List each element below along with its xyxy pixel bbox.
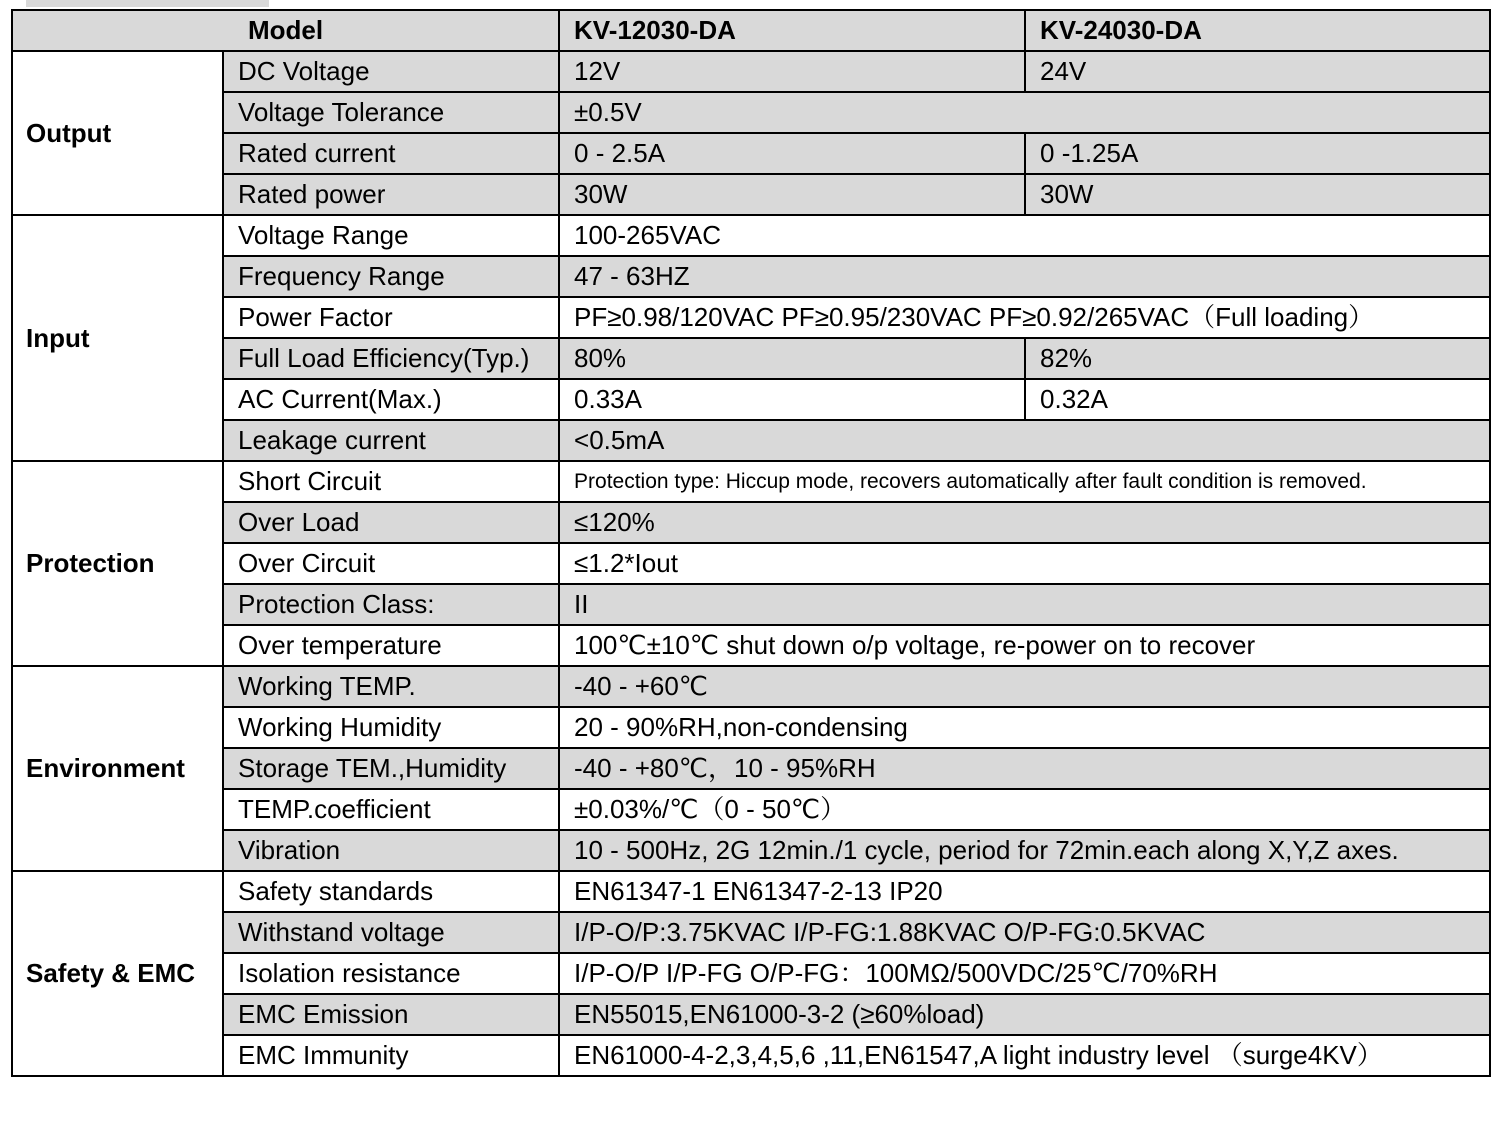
parameter-name: Power Factor — [223, 297, 559, 338]
parameter-name: Isolation resistance — [223, 953, 559, 994]
parameter-name: Full Load Efficiency(Typ.) — [223, 338, 559, 379]
parameter-value: ≤120% — [559, 502, 1490, 543]
model-b-value: 30W — [1025, 174, 1490, 215]
table-row — [12, 215, 1490, 256]
model-b-header: KV-24030-DA — [1025, 10, 1490, 51]
table-row — [12, 133, 1490, 174]
table-row — [12, 666, 1490, 707]
parameter-value: ±0.5V — [559, 92, 1490, 133]
parameter-name: Leakage current — [223, 420, 559, 461]
table-row — [12, 51, 1490, 92]
parameter-name: EMC Emission — [223, 994, 559, 1035]
table-row — [12, 830, 1490, 871]
model-a-value: 0.33A — [559, 379, 1025, 420]
parameter-name: Vibration — [223, 830, 559, 871]
model-a-value: 0 - 2.5A — [559, 133, 1025, 174]
table-row — [12, 953, 1490, 994]
model-b-value: 82% — [1025, 338, 1490, 379]
model-a-value: 12V — [559, 51, 1025, 92]
parameter-name: Storage TEM.,Humidity — [223, 748, 559, 789]
table-row — [12, 420, 1490, 461]
group-label-environment: Environment — [12, 666, 223, 871]
section-tab-marker — [26, 0, 269, 7]
parameter-name: Withstand voltage — [223, 912, 559, 953]
table-row — [12, 92, 1490, 133]
table-row — [12, 748, 1490, 789]
model-a-header: KV-12030-DA — [559, 10, 1025, 51]
parameter-value: 20 - 90%RH,non-condensing — [559, 707, 1490, 748]
parameter-value: PF≥0.98/120VAC PF≥0.95/230VAC PF≥0.92/265VAC（Full loading） — [559, 297, 1490, 338]
specification-table — [11, 9, 1491, 1077]
model-a-value: 80% — [559, 338, 1025, 379]
table-row — [12, 256, 1490, 297]
model-a-value: 30W — [559, 174, 1025, 215]
parameter-name: Over temperature — [223, 625, 559, 666]
model-header: Model — [12, 10, 559, 51]
table-row — [12, 174, 1490, 215]
table-row — [12, 379, 1490, 420]
table-row — [12, 625, 1490, 666]
table-row — [12, 297, 1490, 338]
table-row — [12, 338, 1490, 379]
parameter-value: I/P-O/P I/P-FG O/P-FG：100MΩ/500VDC/25℃/70%RH — [559, 953, 1490, 994]
model-b-value: 0.32A — [1025, 379, 1490, 420]
table-row — [12, 789, 1490, 830]
table-row — [12, 461, 1490, 502]
parameter-value: 10 - 500Hz, 2G 12min./1 cycle, period for 72min.each along X,Y,Z axes. — [559, 830, 1490, 871]
parameter-value: 100-265VAC — [559, 215, 1490, 256]
model-b-value: 24V — [1025, 51, 1490, 92]
parameter-name: Short Circuit — [223, 461, 559, 502]
parameter-name: Voltage Range — [223, 215, 559, 256]
parameter-name: Rated power — [223, 174, 559, 215]
parameter-name: AC Current(Max.) — [223, 379, 559, 420]
model-b-value: 0 -1.25A — [1025, 133, 1490, 174]
parameter-value: EN61000-4-2,3,4,5,6 ,11,EN61547,A light industry level （surge4KV） — [559, 1035, 1490, 1076]
group-label-protection: Protection — [12, 461, 223, 666]
parameter-name: Rated current — [223, 133, 559, 174]
parameter-name: TEMP.coefficient — [223, 789, 559, 830]
parameter-value: -40 - +80℃，10 - 95%RH — [559, 748, 1490, 789]
parameter-value: 100℃±10℃ shut down o/p voltage, re-power on to recover — [559, 625, 1490, 666]
parameter-value: 47 - 63HZ — [559, 256, 1490, 297]
table-row — [12, 1035, 1490, 1076]
parameter-value: <0.5mA — [559, 420, 1490, 461]
parameter-value: EN55015,EN61000-3-2 (≥60%load) — [559, 994, 1490, 1035]
table-row — [12, 707, 1490, 748]
parameter-name: DC Voltage — [223, 51, 559, 92]
group-label-output: Output — [12, 51, 223, 215]
parameter-name: Over Circuit — [223, 543, 559, 584]
parameter-value: EN61347-1 EN61347-2-13 IP20 — [559, 871, 1490, 912]
table-row — [12, 871, 1490, 912]
parameter-name: EMC Immunity — [223, 1035, 559, 1076]
parameter-name: Over Load — [223, 502, 559, 543]
parameter-name: Voltage Tolerance — [223, 92, 559, 133]
parameter-name: Frequency Range — [223, 256, 559, 297]
parameter-name: Working Humidity — [223, 707, 559, 748]
parameter-name: Safety standards — [223, 871, 559, 912]
parameter-value: Protection type: Hiccup mode, recovers automatically after fault condition is removed. — [559, 461, 1490, 502]
parameter-name: Working TEMP. — [223, 666, 559, 707]
group-label-safety-emc: Safety & EMC — [12, 871, 223, 1076]
parameter-value: -40 - +60℃ — [559, 666, 1490, 707]
parameter-name: Protection Class: — [223, 584, 559, 625]
table-row — [12, 502, 1490, 543]
specification-table-body — [12, 10, 1490, 1076]
table-row — [12, 994, 1490, 1035]
parameter-value: ±0.03%/℃（0 - 50℃） — [559, 789, 1490, 830]
table-row — [12, 543, 1490, 584]
group-label-input: Input — [12, 215, 223, 461]
table-row — [12, 912, 1490, 953]
parameter-value: I/P-O/P:3.75KVAC I/P-FG:1.88KVAC O/P-FG:0.5KVAC — [559, 912, 1490, 953]
parameter-value: ≤1.2*Iout — [559, 543, 1490, 584]
header-row — [12, 10, 1490, 51]
table-row — [12, 584, 1490, 625]
parameter-value: II — [559, 584, 1490, 625]
